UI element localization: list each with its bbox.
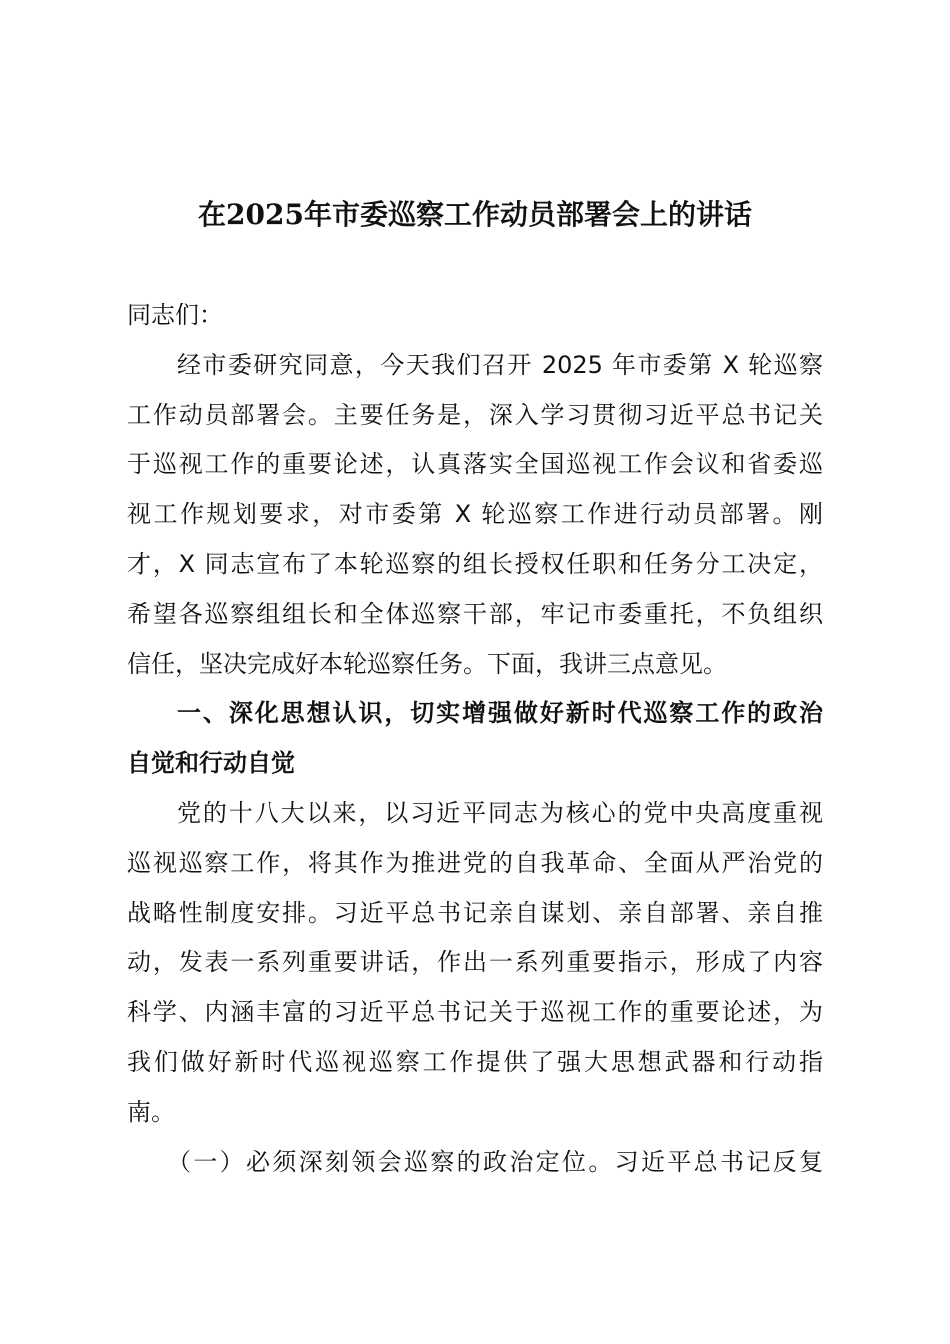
text-line: 动，发表一系列重要讲话，作出一系列重要指示，形成了内容 bbox=[127, 948, 823, 977]
text-line: 视工作规划要求，对市委第 X 轮巡察工作进行动员部署。刚 bbox=[127, 500, 823, 529]
document-title: 在2025年市委巡察工作动员部署会上的讲话 bbox=[198, 198, 752, 231]
salutation: 同志们： bbox=[127, 301, 223, 329]
text-line: 科学、内涵丰富的习近平总书记关于巡视工作的重要论述，为 bbox=[127, 998, 823, 1027]
text-line: 信任，坚决完成好本轮巡察任务。下面，我讲三点意见。 bbox=[127, 649, 727, 678]
text-line: 我们做好新时代巡视巡察工作提供了强大思想武器和行动指 bbox=[127, 1047, 823, 1076]
text-line: 才，X 同志宣布了本轮巡察的组长授权任职和任务分工决定， bbox=[127, 549, 823, 578]
heading-line: 一、深化思想认识，切实增强做好新时代巡察工作的政治 bbox=[177, 699, 823, 728]
text-line: （一）必须深刻领会巡察的政治定位。习近平总书记反复 bbox=[167, 1147, 823, 1176]
text-line: 于巡视工作的重要论述，认真落实全国巡视工作会议和省委巡 bbox=[127, 450, 823, 479]
section-heading-1 bbox=[127, 689, 823, 789]
text-line: 南。 bbox=[127, 1097, 175, 1126]
text-line: 巡视巡察工作，将其作为推进党的自我革命、全面从严治党的 bbox=[127, 848, 823, 877]
paragraph-intro bbox=[127, 341, 823, 690]
text-line: 工作动员部署会。主要任务是，深入学习贯彻习近平总书记关 bbox=[127, 400, 823, 429]
document-body bbox=[127, 291, 823, 1187]
text-line: 经市委研究同意，今天我们召开 2025 年市委第 X 轮巡察 bbox=[177, 350, 823, 379]
text-line: 党的十八大以来，以习近平同志为核心的党中央高度重视 bbox=[177, 798, 823, 827]
paragraph-subsection-1 bbox=[127, 1138, 823, 1188]
text-line: 希望各巡察组组长和全体巡察干部，牢记市委重托，不负组织 bbox=[127, 599, 823, 628]
text-line: 战略性制度安排。习近平总书记亲自谋划、亲自部署、亲自推 bbox=[127, 898, 823, 927]
heading-line: 自觉和行动自觉 bbox=[127, 749, 295, 778]
paragraph-section-1 bbox=[127, 789, 823, 1138]
